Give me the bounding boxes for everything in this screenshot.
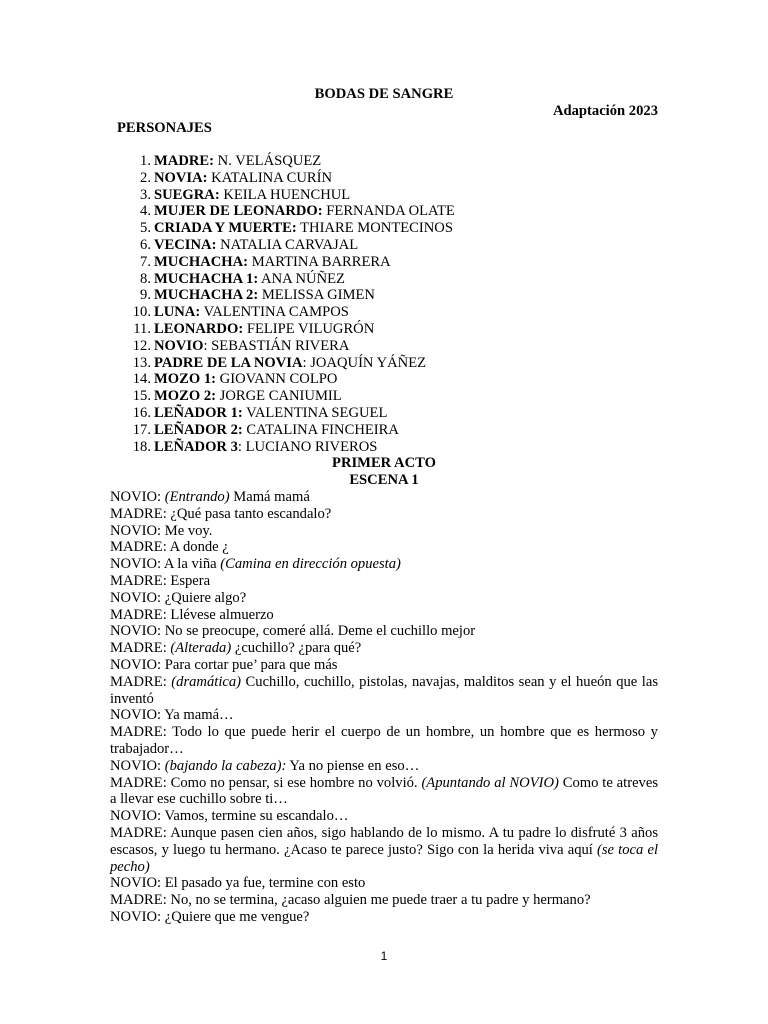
cast-actor: KEILA HUENCHUL	[219, 186, 351, 203]
speaker-name: NOVIO:	[110, 707, 165, 724]
cast-text	[154, 355, 426, 372]
dialogue-line	[110, 707, 658, 724]
cast-item	[110, 203, 658, 220]
dialogue-line	[110, 590, 658, 607]
stage-direction: (Camina en dirección opuesta)	[220, 556, 401, 573]
dialogue-text: Llévese almuerzo	[170, 606, 274, 623]
cast-number: 8.	[140, 270, 151, 287]
cast-number: 18.	[132, 438, 151, 455]
cast-item	[110, 422, 658, 439]
cast-actor: MELISSA GIMEN	[258, 287, 375, 304]
dialogue-text: ¿Quiere que me vengue?	[164, 908, 310, 925]
dialogue-line	[110, 506, 658, 523]
dialogue-line	[110, 640, 658, 657]
cast-actor: N. VELÁSQUEZ	[214, 153, 322, 169]
cast-list	[110, 153, 658, 455]
speaker-name: NOVIO:	[110, 489, 165, 505]
cast-number: 16.	[132, 404, 151, 421]
dialogue-text: Todo lo que puede herir el cuerpo de un hombre, un hombre que es hermoso y trabajador…	[110, 724, 658, 757]
cast-actor: MARTINA BARRERA	[248, 253, 391, 270]
cast-item	[110, 439, 658, 456]
dialogue-text: Ya no piense en eso…	[286, 757, 420, 774]
cast-text	[154, 439, 377, 456]
cast-item	[110, 153, 658, 170]
cast-role: MADRE:	[154, 153, 214, 169]
dialogue-line	[110, 825, 658, 875]
cast-item	[110, 388, 658, 405]
speaker-name: NOVIO:	[110, 556, 164, 573]
dialogue-text: ¿Qué pasa tanto escandalo?	[170, 505, 332, 522]
cast-number: 2.	[140, 169, 151, 186]
cast-item	[110, 271, 658, 288]
cast-number: 4.	[140, 203, 151, 220]
cast-role: MOZO 2:	[154, 388, 217, 405]
speaker-name: NOVIO:	[110, 522, 165, 539]
stage-direction: (Alterada)	[170, 640, 232, 657]
cast-item	[110, 187, 658, 204]
dialogue-text: Para cortar pue’ para que más	[164, 656, 338, 673]
cast-text	[154, 254, 391, 271]
dialogue-text: Me voy.	[164, 522, 213, 539]
cast-number: 5.	[140, 220, 151, 237]
cast-item	[110, 220, 658, 237]
cast-number: 14.	[132, 371, 151, 388]
speaker-name: NOVIO:	[110, 808, 165, 825]
dialogue-text: Aunque pasen cien años, sigo hablando de lo mismo. A tu padre lo disfruté 3 años escasos, y luego tu hermano. ¿Acaso te parece justo? Sigo con la herida viva aquí	[110, 824, 658, 858]
dialogue-line	[110, 523, 658, 540]
speaker-name: NOVIO:	[110, 623, 165, 640]
cast-number: 6.	[140, 236, 151, 253]
cast-item	[110, 237, 658, 254]
cast-actor: JORGE CANIUMIL	[216, 388, 342, 405]
dialogue-text: Mamá mamá	[229, 489, 310, 505]
speaker-name: MADRE:	[110, 539, 170, 556]
cast-role: LEONARDO:	[154, 320, 244, 337]
cast-number: 9.	[140, 287, 151, 304]
cast-actor: VALENTINA SEGUEL	[242, 404, 388, 421]
dialogue-line	[110, 657, 658, 674]
dialogue-text: A donde ¿	[169, 539, 229, 556]
cast-role: LEÑADOR 3	[154, 438, 238, 455]
dialogue-body	[110, 489, 658, 926]
cast-actor: : JOAQUÍN YÁÑEZ	[302, 354, 427, 371]
stage-direction: (bajando la cabeza):	[164, 757, 287, 774]
page-number: 1	[380, 949, 388, 963]
dialogue-line	[110, 775, 658, 809]
dialogue-line	[110, 674, 658, 708]
cast-number: 13.	[132, 354, 151, 371]
dialogue-text: Espera	[170, 572, 211, 589]
cast-text	[154, 203, 455, 220]
cast-item	[110, 405, 658, 422]
cast-role: MUCHACHA:	[154, 253, 249, 270]
dialogue-line	[110, 909, 658, 926]
stage-direction: (Apuntando al NOVIO)	[421, 774, 559, 791]
cast-role: VECINA:	[154, 236, 217, 253]
cast-text	[154, 371, 337, 388]
dialogue-text: ¿cuchillo? ¿para qué?	[231, 640, 362, 657]
document-title: BODAS DE SANGRE	[314, 86, 454, 102]
dialogue-text: No se preocupe, comeré allá. Deme el cuchillo mejor	[164, 623, 476, 640]
cast-text	[154, 237, 358, 254]
cast-number: 7.	[140, 253, 151, 270]
dialogue-text: Como te atreves a llevar ese cuchillo sobre ti…	[110, 774, 658, 808]
dialogue-line	[110, 556, 658, 573]
cast-actor: KATALINA CURÍN	[207, 169, 333, 186]
cast-actor: NATALIA CARVAJAL	[216, 236, 359, 253]
cast-role: LEÑADOR 2:	[154, 421, 243, 438]
speaker-name: MADRE:	[110, 606, 171, 623]
cast-item	[110, 355, 658, 372]
speaker-name: NOVIO:	[110, 656, 165, 673]
cast-text	[154, 422, 399, 439]
speaker-name: MADRE:	[110, 640, 171, 657]
dialogue-text: ¿Quiere algo?	[164, 589, 247, 606]
cast-item	[110, 170, 658, 187]
speaker-name: MADRE:	[110, 572, 171, 589]
cast-role: MUCHACHA 2:	[154, 287, 259, 304]
cast-item	[110, 321, 658, 338]
cast-text	[154, 388, 342, 405]
cast-actor: FELIPE VILUGRÓN	[243, 320, 375, 337]
dialogue-line	[110, 623, 658, 640]
cast-role: LUNA:	[154, 304, 201, 321]
dialogue-text: El pasado ya fue, termine con esto	[164, 875, 366, 892]
cast-role: NOVIA:	[154, 169, 208, 186]
cast-actor: ANA NÚÑEZ	[258, 270, 345, 287]
cast-item	[110, 254, 658, 271]
speaker-name: MADRE:	[110, 774, 171, 791]
cast-text	[154, 321, 374, 338]
speaker-name: MADRE:	[110, 824, 171, 841]
dialogue-line	[110, 489, 658, 506]
cast-actor: FERNANDA OLATE	[322, 203, 455, 220]
cast-actor: CATALINA FINCHEIRA	[242, 421, 399, 438]
dialogue-line	[110, 808, 658, 825]
scene-heading: ESCENA 1	[349, 472, 419, 488]
cast-text	[154, 153, 321, 170]
speaker-name: NOVIO:	[110, 589, 165, 606]
cast-role: CRIADA Y MUERTE:	[154, 220, 297, 237]
cast-text	[154, 271, 345, 288]
cast-role: MUCHACHA 1:	[154, 270, 259, 287]
cast-role: SUEGRA:	[154, 186, 220, 203]
dialogue-text: No, no se termina, ¿acaso alguien me puede traer a tu padre y hermano?	[170, 892, 591, 909]
cast-number: 3.	[140, 186, 151, 203]
cast-actor: GIOVANN COLPO	[216, 371, 338, 388]
dialogue-line	[110, 539, 658, 556]
cast-item	[110, 338, 658, 355]
act-heading: PRIMER ACTO	[332, 455, 436, 471]
cast-text	[154, 287, 375, 304]
cast-text	[154, 170, 332, 187]
cast-role: PADRE DE LA NOVIA	[154, 354, 303, 371]
cast-text	[154, 304, 349, 321]
cast-text	[154, 338, 349, 355]
dialogue-text: Ya mamá…	[164, 707, 234, 724]
cast-number: 12.	[132, 337, 151, 354]
cast-text	[154, 187, 350, 204]
cast-role: MOZO 1:	[154, 371, 217, 388]
speaker-name: NOVIO:	[110, 875, 165, 892]
speaker-name: MADRE:	[110, 724, 173, 741]
dialogue-line	[110, 724, 658, 758]
speaker-name: MADRE:	[110, 892, 171, 909]
cast-item	[110, 304, 658, 321]
cast-role: NOVIO	[154, 337, 204, 354]
cast-number: 15.	[132, 388, 151, 405]
cast-item	[110, 287, 658, 304]
personajes-heading: PERSONAJES	[117, 120, 212, 136]
cast-text	[154, 220, 453, 237]
speaker-name: MADRE:	[110, 673, 172, 690]
cast-actor: : SEBASTIÁN RIVERA	[203, 337, 350, 354]
dialogue-text: Como no pensar, si ese hombre no volvió.	[170, 774, 422, 791]
dialogue-line	[110, 892, 658, 909]
cast-actor: THIARE MONTECINOS	[296, 220, 453, 237]
stage-direction: (dramática)	[171, 673, 242, 690]
dialogue-text: Vamos, termine su escandalo…	[164, 808, 349, 825]
cast-role: LEÑADOR 1:	[154, 404, 243, 421]
cast-number: 10.	[132, 304, 151, 321]
dialogue-line	[110, 607, 658, 624]
cast-number: 17.	[132, 421, 151, 438]
stage-direction: (se toca el pecho)	[110, 841, 658, 875]
speaker-name: NOVIO:	[110, 908, 165, 925]
cast-number: 1.	[140, 153, 151, 169]
cast-text	[154, 405, 387, 422]
dialogue-line	[110, 758, 658, 775]
cast-actor: : LUCIANO RIVEROS	[237, 438, 378, 455]
speaker-name: MADRE:	[110, 505, 171, 522]
stage-direction: (Entrando)	[164, 489, 230, 505]
speaker-name: NOVIO:	[110, 757, 165, 774]
document-subtitle: Adaptación 2023	[552, 103, 658, 119]
dialogue-line	[110, 875, 658, 892]
cast-number: 11.	[133, 320, 151, 337]
dialogue-text: Cuchillo, cuchillo, pistolas, navajas, malditos sean y el hueón que las inventó	[110, 673, 659, 707]
cast-item	[110, 371, 658, 388]
cast-actor: VALENTINA CAMPOS	[200, 304, 349, 321]
cast-role: MUJER DE LEONARDO:	[154, 203, 323, 220]
dialogue-text: A la viña	[163, 556, 221, 573]
dialogue-line	[110, 573, 658, 590]
